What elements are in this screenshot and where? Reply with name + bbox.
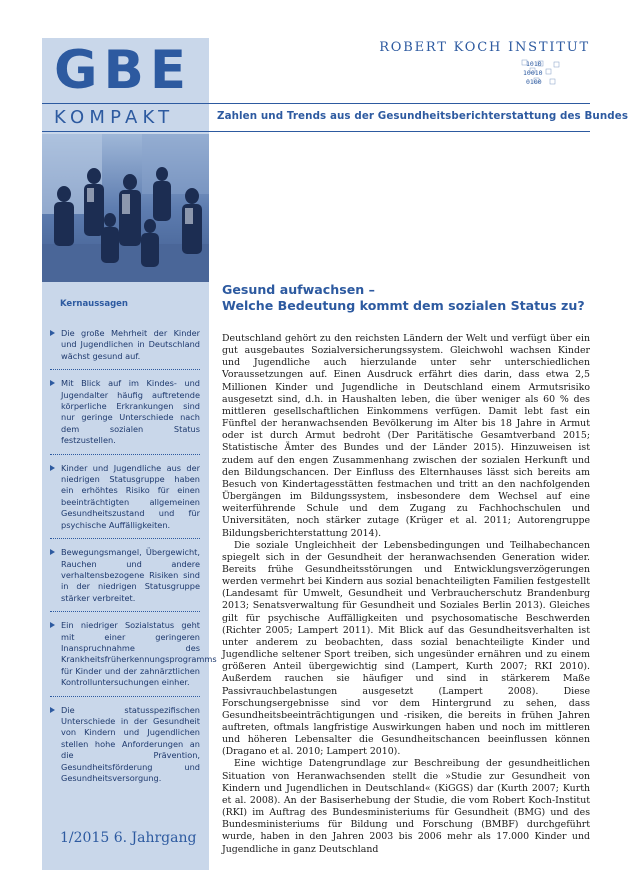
key-point: Mit Blick auf im Kindes- und Jugendalter häufig auftretende körperliche Erkrankungen sind nur geringe Unterschiede nach dem sozialen Status festzustellen. bbox=[50, 378, 200, 454]
institute-name: ROBERT KOCH INSTITUT bbox=[379, 40, 590, 55]
headline-line-1: Gesund aufwachsen – bbox=[222, 282, 375, 297]
bullet-triangle-icon bbox=[50, 465, 55, 471]
series-logo-main: GBE bbox=[54, 40, 193, 101]
series-logo-sub: KOMPAKT bbox=[54, 107, 175, 128]
bullet-triangle-icon bbox=[50, 330, 55, 336]
rki-binary-logo-icon bbox=[520, 58, 572, 92]
svg-text:10010: 10010 bbox=[523, 69, 543, 77]
article-paragraph: Eine wichtige Datengrundlage zur Beschreibung der gesundheitlichen Situation von Heranwachsenden stellt die »Studie zur Gesundheit von Kindern und Jugendlichen in Deutschland« (KiGGS) dar (Kurth 2007; Kurth et al. 2008). An der Basiserhebung der Studie, die vom Robert Koch-Institut (RKI) im Auftrag des Bundesministeriums für Gesundheit (BMG) und des Bundesministeriums für Bildung und Forschung (BMBF) durchgeführt wurde, haben in den Jahren 2003 bis 2006 mehr als 17.000 Kinder und Jugendliche in ganz Deutschland bbox=[222, 758, 590, 855]
bullet-triangle-icon bbox=[50, 380, 55, 386]
svg-text:1010: 1010 bbox=[526, 60, 542, 68]
bullet-triangle-icon bbox=[50, 549, 55, 555]
tagline: Zahlen und Trends aus der Gesundheitsberichterstattung des Bundes bbox=[217, 110, 629, 122]
key-points-title: Kernaussagen bbox=[60, 299, 128, 309]
bullet-triangle-icon bbox=[50, 707, 55, 713]
article-headline bbox=[222, 282, 592, 314]
key-points-list bbox=[50, 328, 217, 799]
key-point: Kinder und Jugendliche aus der niedrigen Statusgruppe haben ein erhöhtes Risiko für einen beeinträchtigten allgemeinen Gesundheitszustand und für psychische Auffälligkeiten. bbox=[50, 463, 200, 539]
bullet-triangle-icon bbox=[50, 622, 55, 628]
headline-line-2: Welche Bedeutung kommt dem sozialen Status zu? bbox=[222, 298, 585, 313]
article-body bbox=[222, 333, 590, 856]
key-point: Die statusspezifischen Unterschiede in der Gesundheit von Kindern und Jugendlichen stellen hohe Anforderungen an die Prävention, Gesundheitsförderung und Gesundheitsversorgung. bbox=[50, 705, 200, 792]
teenagers-photo bbox=[42, 134, 209, 282]
key-point: Bewegungsmangel, Übergewicht, Rauchen und andere verhaltensbezogene Risiken sind in der niedrigen Statusgruppe stärker verbreitet. bbox=[50, 547, 200, 612]
article-paragraph: Die soziale Ungleichheit der Lebensbedingungen und Teilhabechancen spiegelt sich in der Gesundheit der heranwachsenden Generation wider. Bereits frühe Gesundheitsstörungen und Entwicklungsverzögerungen werden vermehrt bei Kindern aus sozial benachteiligten Familien festgestellt (Landesamt für Umwelt, Gesundheit und Verbraucherschutz Brandenburg 2013; Senatsverwaltung für Gesundheit und Soziales Berlin 2013). Gleiches gilt für psychische Auffälligkeiten und psychosomatische Beschwerden (Richter 2005; Lampert 2011). Mit Blick auf das Gesundheitsverhalten ist unter anderem zu beobachten, dass sozial benachteiligte Kinder und Jugendliche seltener Sport treiben, sich ungesünder ernähren und zu einem größeren Anteil übergewichtig sind (Lampert, Kurth 2007; RKI 2010). Außerdem rauchen sie häufiger und sind in stärkerem Maße Passivrauchbelastungen ausgesetzt (Lampert 2008). Diese Forschungsergebnisse sind vor dem Hintergrund zu sehen, dass Gesundheitsbeeinträchtigungen und -risiken, die bereits in frühen Jahren auftreten, oftmals langfristige Auswirkungen haben und noch im mittleren und höheren Lebensalter die Gesundheitschancen beeinflussen können (Dragano et al. 2010; Lampert 2010). bbox=[222, 539, 590, 758]
issue-number: 1/2015 6. Jahrgang bbox=[60, 830, 197, 846]
key-point: Die große Mehrheit der Kinder und Jugendlichen in Deutschland wächst gesund auf. bbox=[50, 328, 200, 370]
header-rule-bottom bbox=[42, 131, 590, 132]
key-point: Ein niedriger Sozialstatus geht mit einer geringeren Inanspruchnahme des Krankheitsfrüherkennungsprogramms für Kinder und der zahnärztlichen Kontrolluntersuchungen einher. bbox=[50, 620, 200, 696]
header-rule-top bbox=[42, 103, 590, 104]
svg-text:0100: 0100 bbox=[526, 78, 542, 86]
article-paragraph: Deutschland gehört zu den reichsten Ländern der Welt und verfügt über ein gut ausgebautes Sozialversicherungssystem. Gleichwohl wachsen Kinder und Jugendliche auch hierzulande unter sehr unterschiedlichen Voraussetzungen auf. Einen Ausdruck erfährt dies darin, dass etwa 2,5 Millionen Kinder und Jugendliche in Deutschland einem Armutsrisiko ausgesetzt sind, d.h. in Haushalten leben, die über weniger als 60 % des mittleren gesellschaftlichen Einkommens verfügen. Damit lebt fast ein Fünftel der heranwachsenden Bevölkerung im Alter bis 18 Jahre in Armut oder ist durch Armut bedroht (Der Paritätische Gesamtverband 2015; Statistische Ämter des Bundes und der Länder 2015). Hinzuweisen ist zudem auf den engen Zusammenhang zwischen der sozialen Herkunft und den Bildungschancen. Der Einfluss des Elternhauses lässt sich bereits am Besuch von Kindertagesstätten festmachen und tritt an den nachfolgenden Übergängen im Bildungssystem, insbesondere dem Wechsel auf eine weiterführende Schule und dem Zugang zu Fachhochschulen und Universitäten, noch stärker zutage (Krüger et al. 2011; Autorengruppe Bildungsberichterstattung 2014). bbox=[222, 333, 590, 539]
